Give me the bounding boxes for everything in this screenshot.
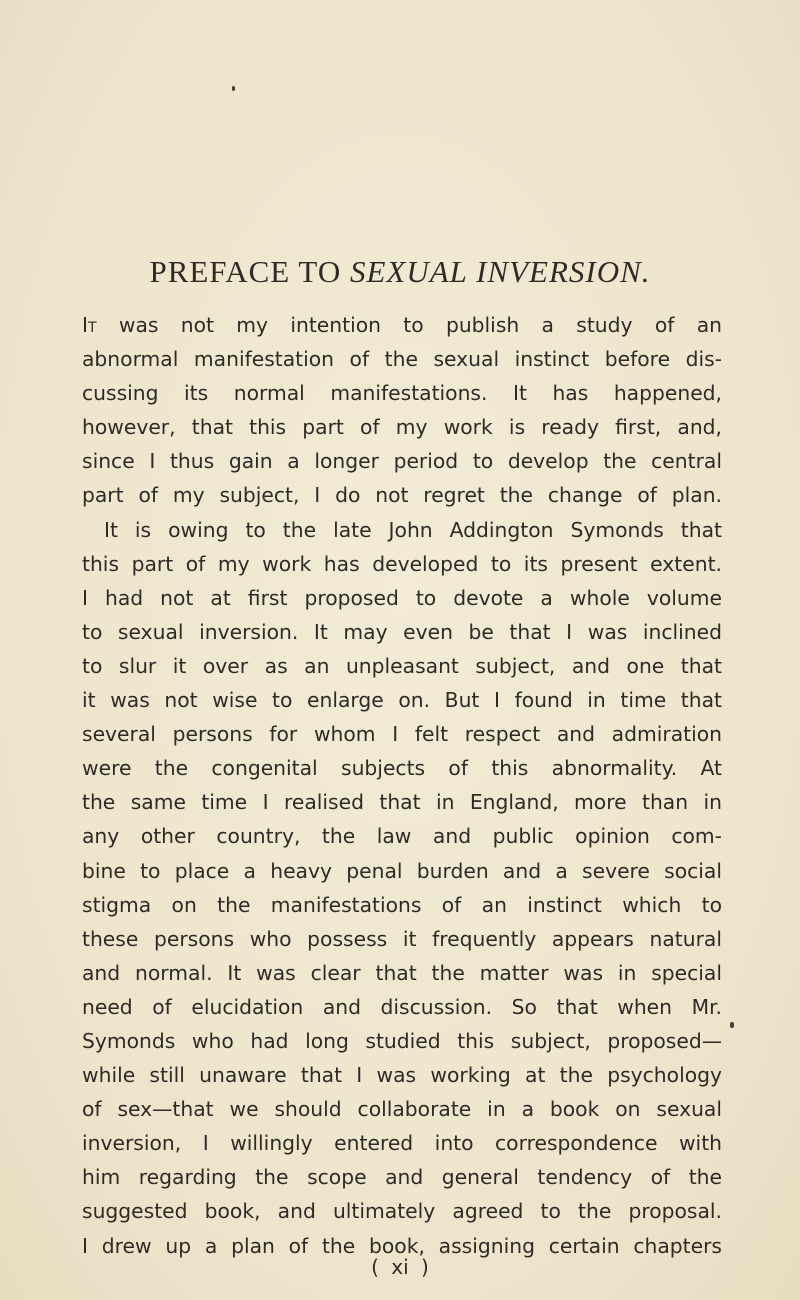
- line-1-rest: was not my intention to publish a study of an: [96, 313, 722, 337]
- ink-speck: [232, 86, 235, 91]
- text-line: any other country, the law and public opinion com-: [82, 824, 722, 849]
- text-line: Symonds who had long studied this subject, proposed—: [82, 1028, 722, 1053]
- text-line: while still unaware that I was working at the psychology: [82, 1063, 722, 1088]
- text-line: of sex—that we should collaborate in a book on sexual: [82, 1097, 722, 1122]
- text-line: however, that this part of my work is ready first, and,: [82, 415, 722, 440]
- text-line: stigma on the manifestations of an instinct which to: [82, 892, 722, 917]
- ink-speck: [730, 1022, 734, 1028]
- title-italic: SEXUAL INVERSION.: [349, 254, 651, 289]
- text-line-1: [82, 308, 722, 342]
- text-line: abnormal manifestation of the sexual instinct before dis-: [82, 347, 722, 372]
- preface-body: [82, 308, 722, 1263]
- text-line: several persons for whom I felt respect and admiration: [82, 722, 722, 747]
- title-prefix: PREFACE TO: [149, 254, 350, 289]
- text-line: suggested book, and ultimately agreed to the proposal.: [82, 1199, 722, 1224]
- text-line: it was not wise to enlarge on. But I found in time that: [82, 688, 722, 713]
- text-line: the same time I realised that in England, more than in: [82, 790, 722, 815]
- page-title: [0, 254, 800, 290]
- text-line: I drew up a plan of the book, assigning certain chapters: [82, 1233, 722, 1258]
- text-line: I had not at first proposed to devote a whole volume: [82, 585, 722, 610]
- text-line-paragraph-start: It is owing to the late John Addington Symonds that: [104, 517, 722, 542]
- page-number: ( xi ): [371, 1255, 429, 1279]
- text-line: were the congenital subjects of this abnormality. At: [82, 756, 722, 781]
- text-line: need of elucidation and discussion. So that when Mr.: [82, 994, 722, 1019]
- text-line: cussing its normal manifestations. It has happened,: [82, 381, 722, 406]
- text-line: since I thus gain a longer period to develop the central: [82, 449, 722, 474]
- text-line: and normal. It was clear that the matter was in special: [82, 960, 722, 985]
- text-line: bine to place a heavy penal burden and a severe social: [82, 858, 722, 883]
- text-line: inversion, I willingly entered into correspondence with: [82, 1131, 722, 1156]
- text-line: to sexual inversion. It may even be that I was inclined: [82, 619, 722, 644]
- text-line: to slur it over as an unpleasant subject, and one that: [82, 653, 722, 678]
- text-line: these persons who possess it frequently appears natural: [82, 926, 722, 951]
- first-word: It: [82, 313, 97, 337]
- text-line: him regarding the scope and general tendency of the: [82, 1165, 722, 1190]
- text-line: this part of my work has developed to its present extent.: [82, 551, 722, 576]
- text-line: part of my subject, I do not regret the change of plan.: [82, 483, 722, 508]
